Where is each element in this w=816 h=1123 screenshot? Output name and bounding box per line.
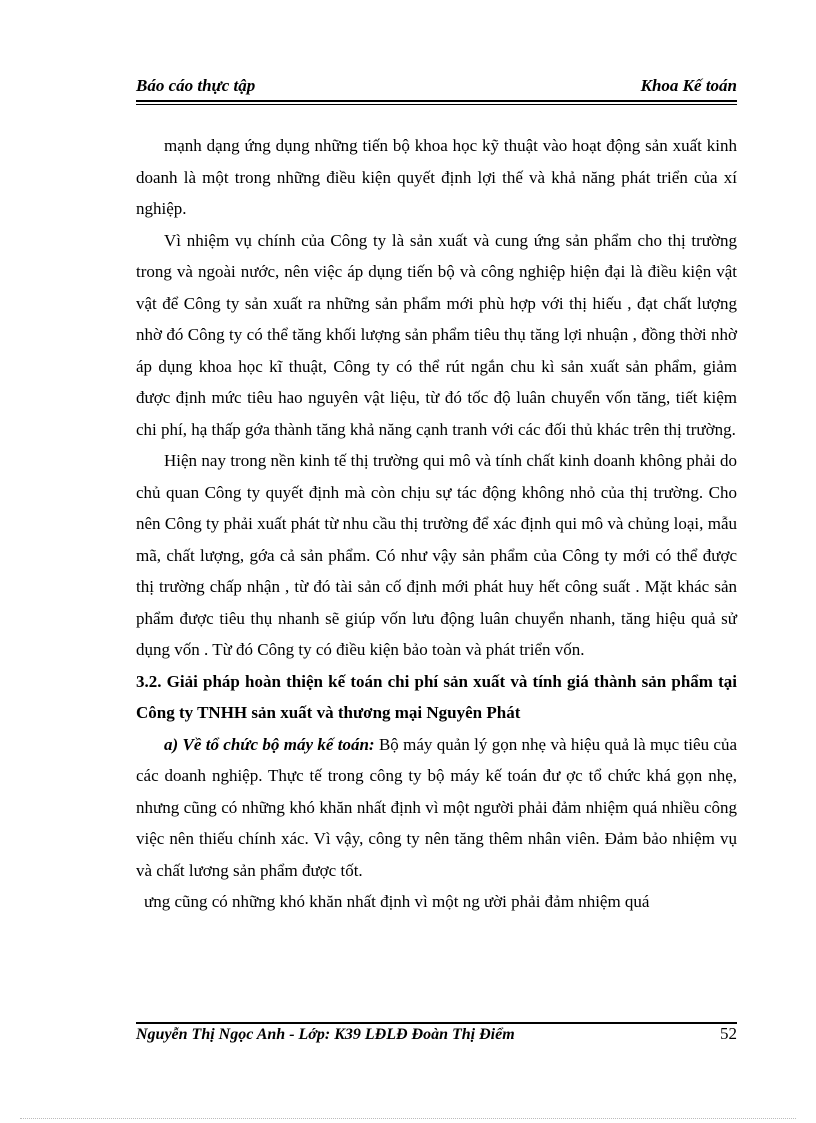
paragraph-2: Vì nhiệm vụ chính của Công ty là sản xuất và cung ứng sản phẩm cho thị trường trong và ngoài nước, nên việc áp dụng tiến bộ và công nghiệp hiện đại là điều kiện vật vật để Công ty sản xuất ra những sản phẩm mới phù hợp với thị hiếu , đạt chất lượng nhờ đó Công ty có thể tăng khối lượng sản phẩm tiêu thụ tăng lợi nhuận , đồng thời nhờ áp dụng khoa học kĩ thuật, Công ty có thể rút ngắn chu kì sản xuất sản phẩm, giảm được định mức tiêu hao nguyên vật liệu, từ đó tốc độ luân chuyển vốn tăng, tiết kiệm chi phí, hạ thấp gớa thành tăng khả năng cạnh tranh với các đối thủ khác trên thị trường.: [136, 230, 737, 439]
section-title: 3.2. Giải pháp hoàn thiện kế toán chi phí sản xuất và tính giá thành sản phẩm tại Công ty TNHH sản xuất và thương mại Nguyên Phát: [136, 671, 737, 722]
page-body: [136, 130, 737, 918]
footer-rule: [136, 1022, 737, 1024]
header-rule: [136, 100, 737, 102]
paragraph-3: Hiện nay trong nền kinh tế thị trường qui mô và tính chất kinh doanh không phải do chủ quan Công ty quyết định mà còn chịu sự tác động không nhỏ của thị trường. Cho nên Công ty phải xuất phát từ nhu cầu thị trường để xác định qui mô và chủng loại, mẫu mã, chất lượng, gớa cả sản phẩm. Có như vậy sản phẩm của Công ty mới có thể được thị trường chấp nhận , từ đó tài sản cố định mới phát huy hết công suất . Mặt khác sản phẩm được tiêu thụ nhanh sẽ giúp vốn lưu động luân chuyển nhanh, tăng hiệu quả sử dụng vốn . Từ đó Công ty có điều kiện bảo toàn và phát triển vốn.: [136, 451, 737, 659]
page-header: [136, 74, 737, 100]
paragraph-4-text: Bộ máy quản lý gọn nhẹ và hiệu quả là mục tiêu của các doanh nghiệp. Thực tế trong công ty bộ máy kế toán đư ợc tổ chức khá gọn nhẹ, nhưng cũng có những khó khăn nhất định vì một người phải đảm nhiệm quá nhiều công việc nên thiếu chính xác. Vì vậy, công ty nên tăng thêm nhân viên. Đảm bảo nhiệm vụ và chất lương sản phẩm được tốt.: [136, 734, 738, 880]
page-number: 52: [720, 1024, 737, 1043]
paragraph-5: ưng cũng có những khó khăn nhất định vì một ng ười phải đảm nhiệm quá: [144, 892, 650, 911]
header-report-title: Báo cáo thực tập: [136, 76, 256, 95]
header-department: Khoa Kế toán: [640, 76, 737, 95]
footer-author: Nguyễn Thị Ngọc Anh - Lớp: K39 LĐLĐ Đoàn Thị Điểm: [136, 1026, 515, 1043]
subsection-heading: a) Về tổ chức bộ máy kế toán:: [164, 734, 375, 754]
paragraph-1: mạnh dạng ứng dụng những tiến bộ khoa học kỹ thuật vào hoạt động sản xuất kinh doanh là một trong những điều kiện quyết định lợi thế và khả năng phát triển của xí nghiệp.: [136, 136, 737, 218]
header-rule-thin: [136, 104, 737, 105]
paragraph-4: [136, 729, 737, 887]
page-edge-divider: [20, 1118, 796, 1119]
